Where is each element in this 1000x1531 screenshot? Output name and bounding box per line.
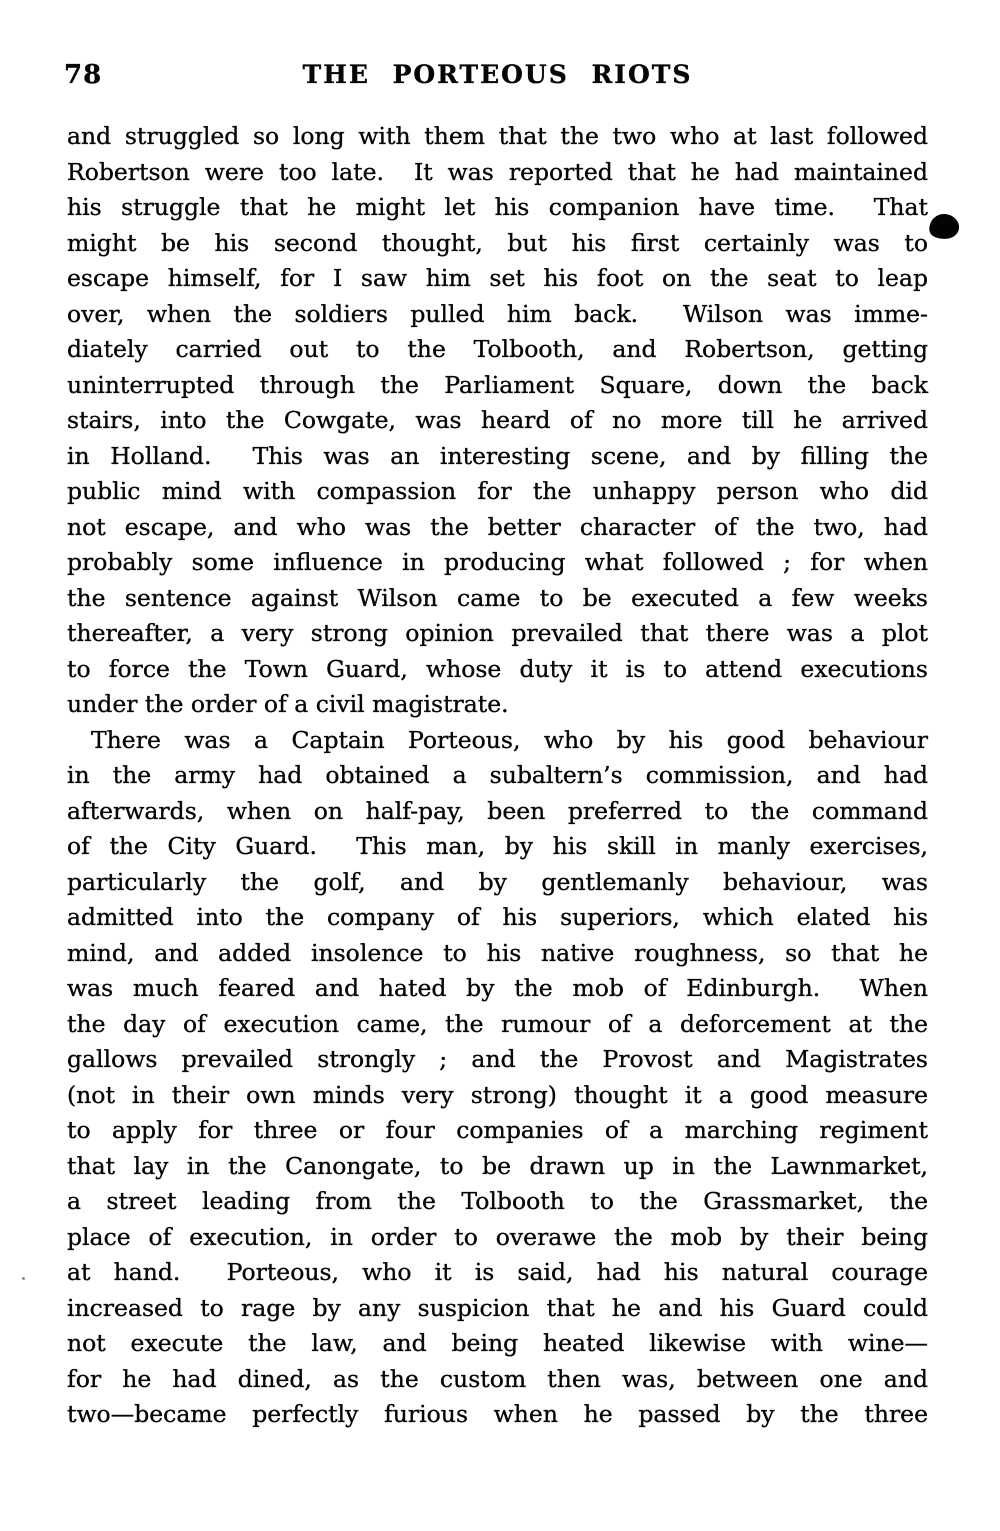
text-line: under the order of a civil magistrate. <box>67 690 509 718</box>
speck-artifact <box>22 1277 25 1280</box>
text-block <box>67 119 928 1433</box>
page-number: 78 <box>64 60 103 90</box>
text-line: admitted into the company of his superiors, which elated his <box>67 903 928 931</box>
text-line: diately carried out to the Tolbooth, and Robertson, getting <box>67 335 928 363</box>
text-line: particularly the golf, and by gentlemanly behaviour, was <box>67 867 928 896</box>
text-line: mind, and added insolence to his native roughness, so that he <box>67 938 928 967</box>
page-header <box>64 58 928 98</box>
text-line: two—became perfectly furious when he passed by the three <box>67 1400 928 1428</box>
text-line: in Holland. This was an interesting scene, and by filling the <box>67 441 928 470</box>
text-line: afterwards, when on half-pay, been preferred to the command <box>67 796 928 825</box>
text-line: gallows prevailed strongly ; and the Provost and Magistrates <box>67 1045 928 1073</box>
text-line: not execute the law, and being heated likewise with wine— <box>67 1329 928 1357</box>
text-line: not escape, and who was the better character of the two, had <box>67 512 928 541</box>
text-line: at hand. Porteous, who it is said, had his natural courage <box>67 1258 928 1286</box>
text-line: escape himself, for I saw him set his foot on the seat to leap <box>67 264 928 292</box>
text-line: in the army had obtained a subaltern’s commission, and had <box>67 761 928 789</box>
text-line: the sentence against Wilson came to be executed a few weeks <box>67 583 928 612</box>
paragraph <box>67 119 928 723</box>
text-line: public mind with compassion for the unhappy person who did <box>67 477 928 505</box>
text-line: place of execution, in order to overawe the mob by their being <box>67 1222 928 1251</box>
text-line: might be his second thought, but his first certainly was to <box>67 228 928 257</box>
text-line: increased to rage by any suspicion that he and his Guard could <box>67 1293 928 1322</box>
text-line: thereafter, a very strong opinion prevailed that there was a plot <box>67 619 928 647</box>
text-line: stairs, into the Cowgate, was heard of no more till he arrived <box>67 406 928 434</box>
text-line: of the City Guard. This man, by his skill in manly exercises, <box>67 832 928 860</box>
running-head: THE PORTEOUS RIOTS <box>302 60 693 89</box>
text-line: over, when the soldiers pulled him back. Wilson was imme- <box>67 299 928 328</box>
text-line: (not in their own minds very strong) thought it a good measure <box>67 1080 928 1109</box>
ink-smudge-artifact <box>928 212 961 240</box>
text-line: probably some influence in producing what followed ; for when <box>67 548 928 576</box>
text-line: was much feared and hated by the mob of Edinburgh. When <box>67 974 928 1002</box>
text-line: uninterrupted through the Parliament Square, down the back <box>67 370 928 399</box>
text-line: a street leading from the Tolbooth to the Grassmarket, the <box>67 1187 928 1215</box>
paragraph <box>67 723 928 1433</box>
text-line: for he had dined, as the custom then was, between one and <box>67 1364 928 1393</box>
text-line: and struggled so long with them that the two who at last followed <box>67 122 928 150</box>
text-line: his struggle that he might let his companion have time. That <box>67 193 928 221</box>
text-line: to force the Town Guard, whose duty it is to attend executions <box>67 654 928 683</box>
text-line: the day of execution came, the rumour of a deforcement at the <box>67 1009 928 1038</box>
text-line: to apply for three or four companies of a marching regiment <box>67 1116 928 1144</box>
text-line: Robertson were too late. It was reported that he had maintained <box>67 157 928 186</box>
text-line: There was a Captain Porteous, who by his good behaviour <box>91 725 928 754</box>
text-line: that lay in the Canongate, to be drawn up in the Lawnmarket, <box>67 1151 928 1180</box>
